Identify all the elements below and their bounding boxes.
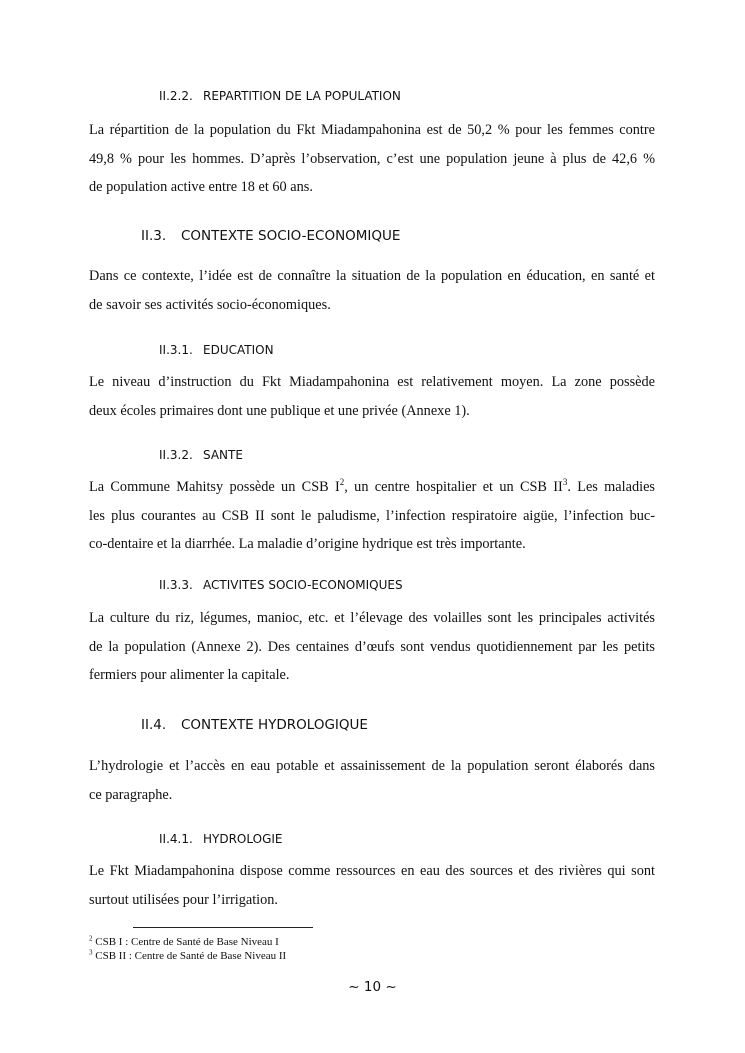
text-line: de population active entre 18 et 60 ans.	[89, 179, 313, 195]
section-heading-hydrologique	[141, 717, 368, 733]
text-line: surtout utilisées pour l’irrigation.	[89, 891, 279, 908]
section-heading-activites	[159, 578, 403, 592]
text-line: Dans ce contexte, l’idée est de connaître la situation de la population en éducation, en santé et	[89, 268, 655, 284]
text-line: Le Fkt Miadampahonina dispose comme ressources en eau des sources et des rivières qui sont	[89, 863, 655, 879]
paragraph-socio-economique	[89, 262, 655, 319]
text-line: La répartition de la population du Fkt Miadampahonina est de 50,2 % pour les femmes contre	[89, 122, 655, 138]
text-line: L’hydrologie et l’accès en eau potable et assainissement de la population seront élaborés dans	[89, 758, 655, 774]
footnote	[89, 935, 279, 949]
paragraph-activites	[89, 604, 655, 690]
text-line: deux écoles primaires dont une publique et une privée (Annexe 1).	[89, 402, 470, 419]
section-number: II.4.	[141, 717, 167, 733]
text-line: les plus courantes au CSB II sont le paludisme, l’infection respiratoire aigüe, l’infection buc-	[89, 507, 655, 524]
footnote-ref: 3	[562, 477, 568, 488]
section-title: SANTE	[203, 448, 243, 462]
text-line: 49,8 % pour les hommes. D’après l’observation, c’est une population jeune à plus de 42,6 %	[89, 150, 655, 167]
text-line: fermiers pour alimenter la capitale.	[89, 667, 290, 683]
page-number: ~ 10 ~	[348, 979, 397, 995]
footnote-mark: 2	[89, 934, 93, 943]
paragraph-hydrologie	[89, 857, 655, 914]
text-line: La culture du riz, légumes, manioc, etc. et l’élevage des volailles sont les principales activités	[89, 610, 655, 626]
section-number: II.3.2.	[159, 448, 193, 462]
paragraph-hydro-context	[89, 752, 655, 809]
paragraph-sante	[89, 473, 655, 559]
text-line: de la population (Annexe 2). Des centaines d’œufs sont vendus quotidiennement par les petits	[89, 638, 655, 655]
section-heading-socio-economique	[141, 228, 400, 244]
section-number: II.2.2.	[159, 89, 193, 103]
section-number: II.3.1.	[159, 343, 193, 357]
text-line: de savoir ses activités socio-économiques.	[89, 296, 331, 313]
section-title: ACTIVITES SOCIO-ECONOMIQUES	[203, 578, 403, 592]
footnote-mark: 3	[89, 948, 93, 957]
section-title: CONTEXTE HYDROLOGIQUE	[181, 717, 368, 733]
section-number: II.3.3.	[159, 578, 193, 592]
text-line: ce paragraphe.	[89, 786, 173, 803]
section-title: HYDROLOGIE	[203, 832, 283, 846]
footnote	[89, 949, 286, 963]
section-heading-sante	[159, 448, 243, 462]
text-line: La Commune Mahitsy possède un CSB $I^2$, un centre hospitalier et un CSB $II^3$. Les maladies	[89, 477, 655, 495]
section-number: II.3.	[141, 228, 167, 244]
footnote-divider	[133, 927, 313, 928]
paragraph-education	[89, 368, 655, 425]
section-heading-repartition	[159, 89, 401, 103]
text-line: co-dentaire et la diarrhée. La maladie d’origine hydrique est très importante.	[89, 536, 526, 552]
paragraph-repartition	[89, 116, 655, 202]
footnote-ref: 2	[339, 477, 345, 488]
section-heading-hydrologie	[159, 832, 283, 846]
footnote-text: CSB II : Centre de Santé de Base Niveau II	[92, 950, 287, 962]
section-title: EDUCATION	[203, 343, 274, 357]
section-heading-education	[159, 343, 274, 357]
section-number: II.4.1.	[159, 832, 193, 846]
footnote-text: CSB I : Centre de Santé de Base Niveau I	[92, 936, 279, 948]
section-title: CONTEXTE SOCIO-ECONOMIQUE	[181, 228, 401, 244]
text-line: Le niveau d’instruction du Fkt Miadampahonina est relativement moyen. La zone possède	[89, 374, 655, 390]
section-title: REPARTITION DE LA POPULATION	[203, 89, 401, 103]
